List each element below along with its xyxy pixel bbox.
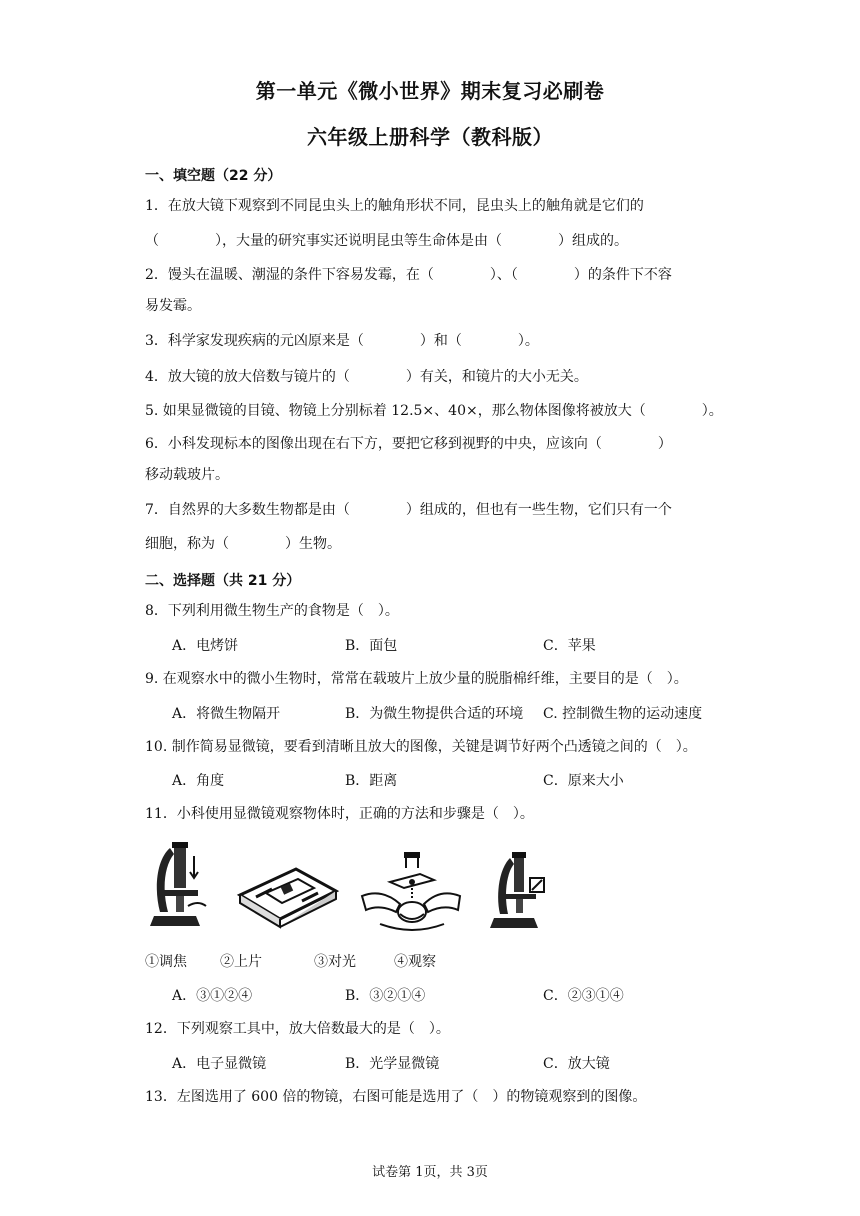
q9-option-b: B．为微生物提供合适的环境 — [345, 706, 524, 722]
question-8-stem: 8．下列利用微生物生产的食物是（ ）。 — [145, 603, 399, 619]
slide-placing-illustration — [236, 855, 340, 931]
q10-option-c: C．原来大小 — [543, 773, 624, 789]
question-11-stem: 11．小科使用显微镜观察物体时，正确的方法和步骤是（ ）。 — [145, 806, 534, 822]
q11-option-a: A．③①②④ — [172, 988, 253, 1004]
caption-focusing: ①调焦 — [145, 954, 187, 970]
q10-option-a: A．角度 — [172, 773, 225, 789]
section-heading-choice: 二、选择题（共 21 分） — [145, 573, 301, 589]
observing-microscope-illustration — [490, 850, 550, 940]
q8-option-b: B．面包 — [345, 638, 398, 654]
question-line: 移动载玻片。 — [145, 467, 229, 483]
section-heading-fill-blank: 一、填空题（22 分） — [145, 168, 282, 184]
question-10-stem: 10. 制作简易显微镜，要看到清晰且放大的图像，关键是调节好两个凸透镜之间的（ ）。 — [145, 739, 697, 755]
q11-option-b: B．③②①④ — [345, 988, 426, 1004]
question-line: 6．小科发现标本的图像出现在右下方，要把它移到视野的中央，应该向（ ） — [145, 436, 672, 452]
q10-option-b: B．距离 — [345, 773, 398, 789]
question-13-stem: 13．左图选用了 600 倍的物镜，右图可能是选用了（ ）的物镜观察到的图像。 — [145, 1089, 647, 1105]
question-line: 7．自然界的大多数生物都是由（ ）组成的，但也有一些生物，它们只有一个 — [145, 502, 672, 518]
question-line: 2．馒头在温暖、潮湿的条件下容易发霉，在（ ）、（ ）的条件下不容 — [145, 267, 672, 283]
q11-option-c: C．②③①④ — [543, 988, 624, 1004]
question-9-stem: 9. 在观察水中的微小生物时，常常在载玻片上放少量的脱脂棉纤维，主要目的是（ ）。 — [145, 671, 688, 687]
caption-light-adjusting: ③对光 — [314, 954, 356, 970]
page-footer: 试卷第 1页，共 3页 — [372, 1165, 488, 1180]
light-adjusting-illustration — [360, 852, 464, 936]
question-line: 4．放大镜的放大倍数与镜片的（ ）有关，和镜片的大小无关。 — [145, 369, 588, 385]
question-line: 1．在放大镜下观察到不同昆虫头上的触角形状不同，昆虫头上的触角就是它们的 — [145, 198, 644, 214]
exam-title: 第一单元《微小世界》期末复习必刷卷 — [255, 79, 605, 103]
q12-option-b: B．光学显微镜 — [345, 1056, 440, 1072]
question-line: 3．科学家发现疾病的元凶原来是（ ）和（ ）。 — [145, 333, 539, 349]
question-line: 易发霉。 — [145, 298, 201, 314]
question-line: 细胞，称为（ ）生物。 — [145, 536, 341, 552]
caption-slide-placing: ②上片 — [220, 954, 262, 970]
q9-option-a: A．将微生物隔开 — [172, 706, 281, 722]
q9-option-c: C. 控制微生物的运动速度 — [543, 706, 703, 722]
q12-option-c: C．放大镜 — [543, 1056, 610, 1072]
question-line: 5. 如果显微镜的目镜、物镜上分别标着 12.5×、40×，那么物体图像将被放大（ ）。 — [145, 403, 723, 419]
focusing-microscope-illustration — [148, 840, 212, 940]
caption-observing: ④观察 — [394, 954, 436, 970]
exam-subtitle: 六年级上册科学（教科版） — [307, 125, 553, 149]
q8-option-a: A．电烤饼 — [172, 638, 239, 654]
question-line: （ ），大量的研究事实还说明昆虫等生命体是由（ ）组成的。 — [145, 233, 628, 249]
question-12-stem: 12．下列观察工具中，放大倍数最大的是（ ）。 — [145, 1021, 450, 1037]
q8-option-c: C．苹果 — [543, 638, 596, 654]
q12-option-a: A．电子显微镜 — [172, 1056, 267, 1072]
